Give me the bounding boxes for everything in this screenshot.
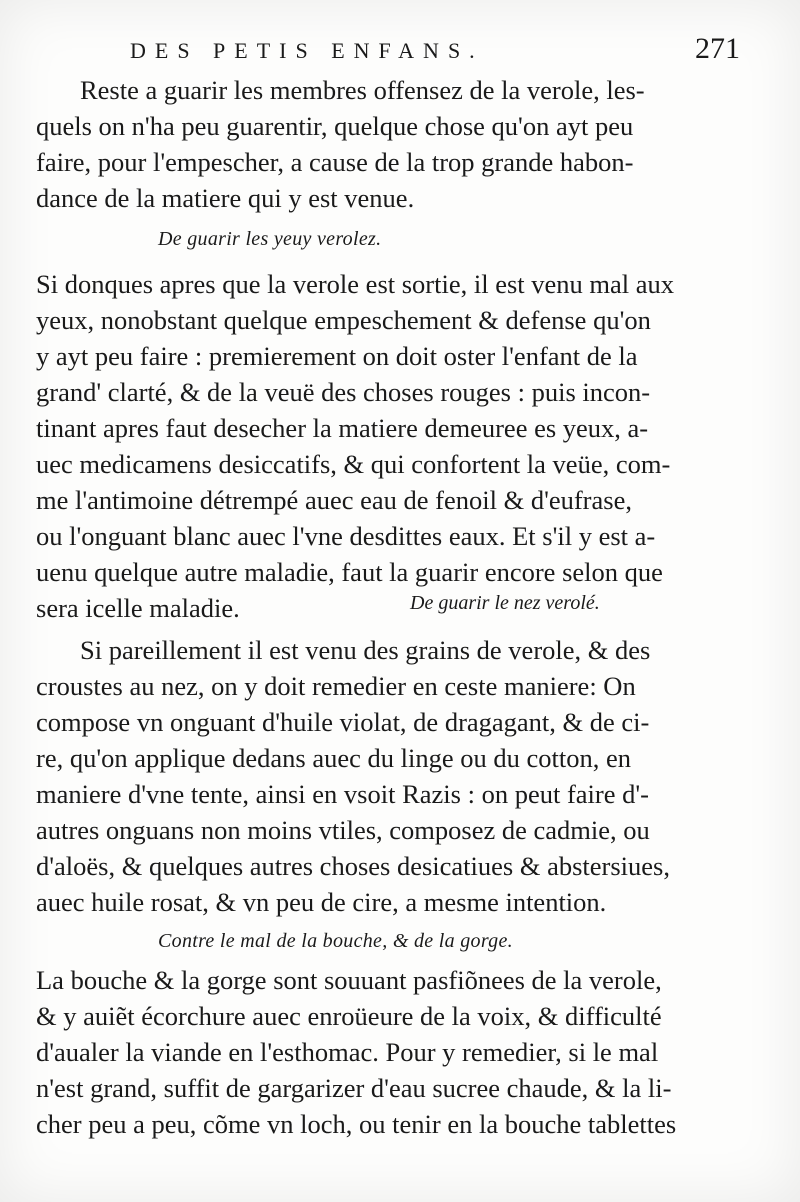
text-line: maniere d'vne tente, ainsi en vsoit Razis : on peut faire d'- [36, 779, 649, 809]
paragraph-mouth-throat [36, 962, 742, 1142]
text-line: Si donques apres que la verole est sortie, il est venu mal aux [36, 269, 675, 299]
text-line: uenu quelque autre maladie, faut la guarir encore selon que [36, 557, 663, 587]
paragraph-nose [36, 632, 742, 920]
text-line: Si pareillement il est venu des grains de verole, & des [80, 635, 651, 665]
text-line: d'aloës, & quelques autres choses desicatiues & abstersiues, [36, 851, 670, 881]
heading-mouth-throat: Contre le mal de la bouche, & de la gorge. [158, 930, 513, 952]
text-line: sera icelle maladie. [36, 593, 240, 623]
text-line: re, qu'on applique dedans auec du linge ou du cotton, en [36, 743, 631, 773]
text-line: cher peu a peu, cõme vn loch, ou tenir en la bouche tablettes [36, 1109, 677, 1139]
text-line: La bouche & la gorge sont souuant pasfiõnees de la verole, [36, 965, 662, 995]
text-line: n'est grand, suffit de gargarizer d'eau sucree chaude, & la li- [36, 1073, 672, 1103]
text-line: dance de la matiere qui y est venue. [36, 183, 415, 213]
text-line: y ayt peu faire : premierement on doit oster l'enfant de la [36, 341, 638, 371]
text-line: yeux, nonobstant quelque empeschement & defense qu'on [36, 305, 651, 335]
paragraph-eyes [36, 266, 742, 626]
text-line: croustes au nez, on y doit remedier en ceste maniere: On [36, 671, 636, 701]
paragraph-remaining-members [36, 72, 742, 216]
text-line: grand' clarté, & de la veuë des choses rouges : puis incon- [36, 377, 651, 407]
text-line: d'aualer la viande en l'esthomac. Pour y remedier, si le mal [36, 1037, 659, 1067]
text-line: quels on n'ha peu guarentir, quelque chose qu'on ayt peu [36, 111, 634, 141]
running-title: DES PETIS ENFANS. [130, 38, 484, 63]
heading-eyes: De guarir les yeuy verolez. [158, 228, 382, 250]
running-head [130, 30, 740, 70]
text-line: & y auiẽt écorchure auec enroüeure de la voix, & difficulté [36, 1001, 662, 1031]
text-line: me l'antimoine détrempé auec eau de fenoil & d'eufrase, [36, 485, 632, 515]
text-line: autres onguans non moins vtiles, composez de cadmie, ou [36, 815, 650, 845]
text-line: faire, pour l'empescher, a cause de la trop grande habon- [36, 147, 634, 177]
text-line: Reste a guarir les membres offensez de la verole, les- [80, 75, 645, 105]
text-line: auec huile rosat, & vn peu de cire, a mesme intention. [36, 887, 607, 917]
text-line: ou l'onguant blanc auec l'vne desdittes eaux. Et s'il y est a- [36, 521, 656, 551]
heading-nose: De guarir le nez verolé. [410, 592, 600, 614]
text-line: uec medicamens desiccatifs, & qui confortent la veüe, com- [36, 449, 671, 479]
page-number: 271 [695, 32, 740, 65]
text-line: tinant apres faut desecher la matiere demeuree es yeux, a- [36, 413, 649, 443]
text-line: compose vn onguant d'huile violat, de dragagant, & de ci- [36, 707, 650, 737]
